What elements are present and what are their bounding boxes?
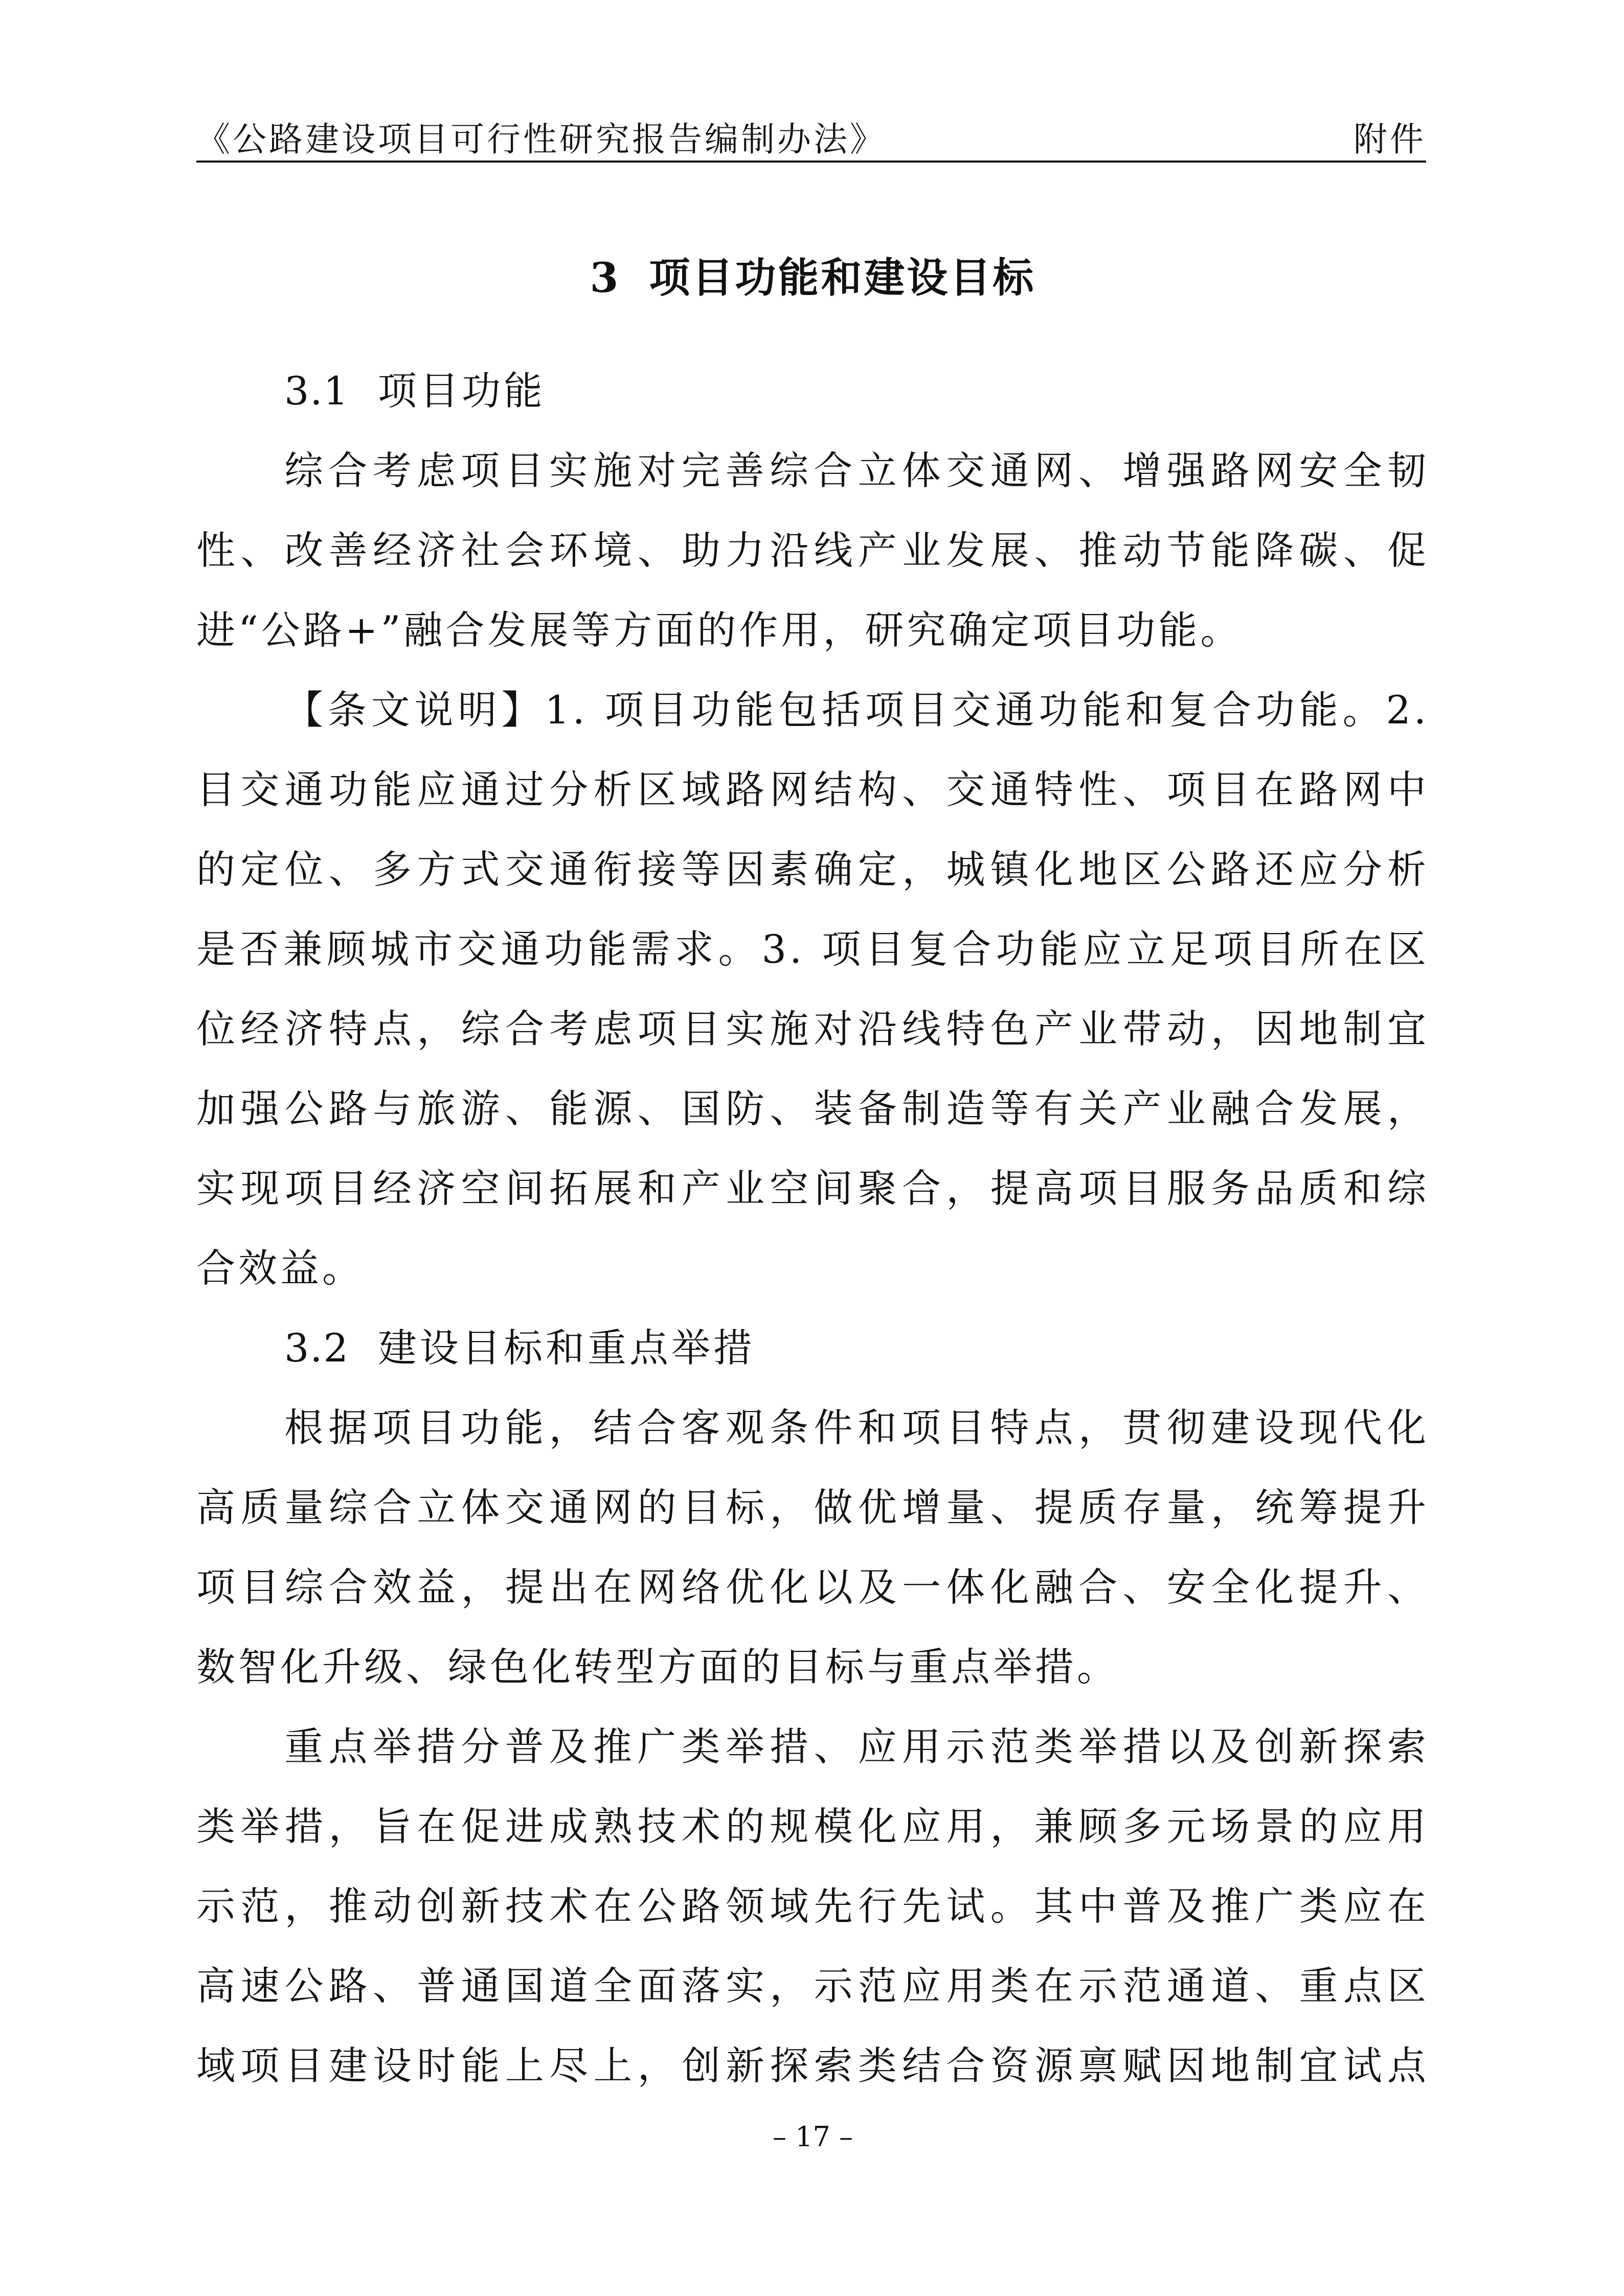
section-title: 项目功能 [377,368,546,414]
section-number: 3.2 [284,1325,349,1371]
paragraph-line: 位经济特点，综合考虑项目实施对沿线特色产业带动，因地制宜 [196,1006,1429,1052]
paragraph [196,1388,1429,1707]
body-text [196,351,1429,2106]
paragraph-line: 合效益。 [196,1245,364,1291]
paragraph [196,431,1429,670]
paragraph-line: 数智化升级、绿色化转型方面的目标与重点举措。 [196,1644,1119,1690]
clause-explanation-paragraph [196,670,1429,1308]
page-number: – 17 – [772,2121,853,2153]
paragraph-line: 目交通功能应通过分析区域路网结构、交通特性、项目在路网中 [196,767,1429,812]
paragraph-line: 【条文说明】1. 项目功能包括项目交通功能和复合功能。2. [284,687,1429,733]
paragraph-line: 实现项目经济空间拓展和产业空间聚合，提高项目服务品质和综 [196,1166,1429,1211]
paragraph-line: 性、改善经济社会环境、助力沿线产业发展、推动节能降碳、促 [196,528,1429,573]
paragraph-line: 加强公路与旅游、能源、国防、装备制造等有关产业融合发展， [196,1086,1429,1131]
chapter-title-text: 项目功能和建设目标 [649,254,1036,302]
running-header [196,119,1426,163]
section-heading [196,351,1429,431]
chapter-title [196,251,1429,305]
chapter-number: 3 [590,254,621,302]
paragraph-line: 项目综合效益，提出在网络优化以及一体化融合、安全化提升、 [196,1564,1429,1610]
header-attachment-label: 附件 [1354,120,1426,159]
paragraph-line: 域项目建设时能上尽上，创新探索类结合资源禀赋因地制宜试点 [196,2043,1429,2088]
paragraph-line: 综合考虑项目实施对完善综合立体交通网、增强路网安全韧 [284,448,1429,493]
section-heading [196,1308,1429,1388]
paragraph-line: 示范，推动创新技术在公路领域先行先试。其中普及推广类应在 [196,1883,1429,1929]
section-title: 建设目标和重点举措 [377,1325,755,1371]
paragraph-line: 高质量综合立体交通网的目标，做优增量、提质存量，统筹提升 [196,1485,1429,1530]
paragraph-line: 重点举措分普及推广类举措、应用示范类举措以及创新探索 [284,1724,1429,1769]
paragraph-line: 高速公路、普通国道全面落实，示范应用类在示范通道、重点区 [196,1963,1429,2009]
paragraph-line: 根据项目功能，结合客观条件和项目特点，贯彻建设现代化 [284,1405,1429,1450]
paragraph [196,1707,1429,2106]
section-number: 3.1 [284,368,349,414]
paragraph-line: 进“公路+”融合发展等方面的作用，研究确定项目功能。 [196,607,1243,653]
paragraph-line: 的定位、多方式交通衔接等因素确定，城镇化地区公路还应分析 [196,847,1429,892]
paragraph-line: 类举措，旨在促进成熟技术的规模化应用，兼顾多元场景的应用 [196,1804,1429,1849]
paragraph-line: 是否兼顾城市交通功能需求。3. 项目复合功能应立足项目所在区 [196,926,1429,972]
header-document-title: 《公路建设项目可行性研究报告编制办法》 [196,120,886,159]
